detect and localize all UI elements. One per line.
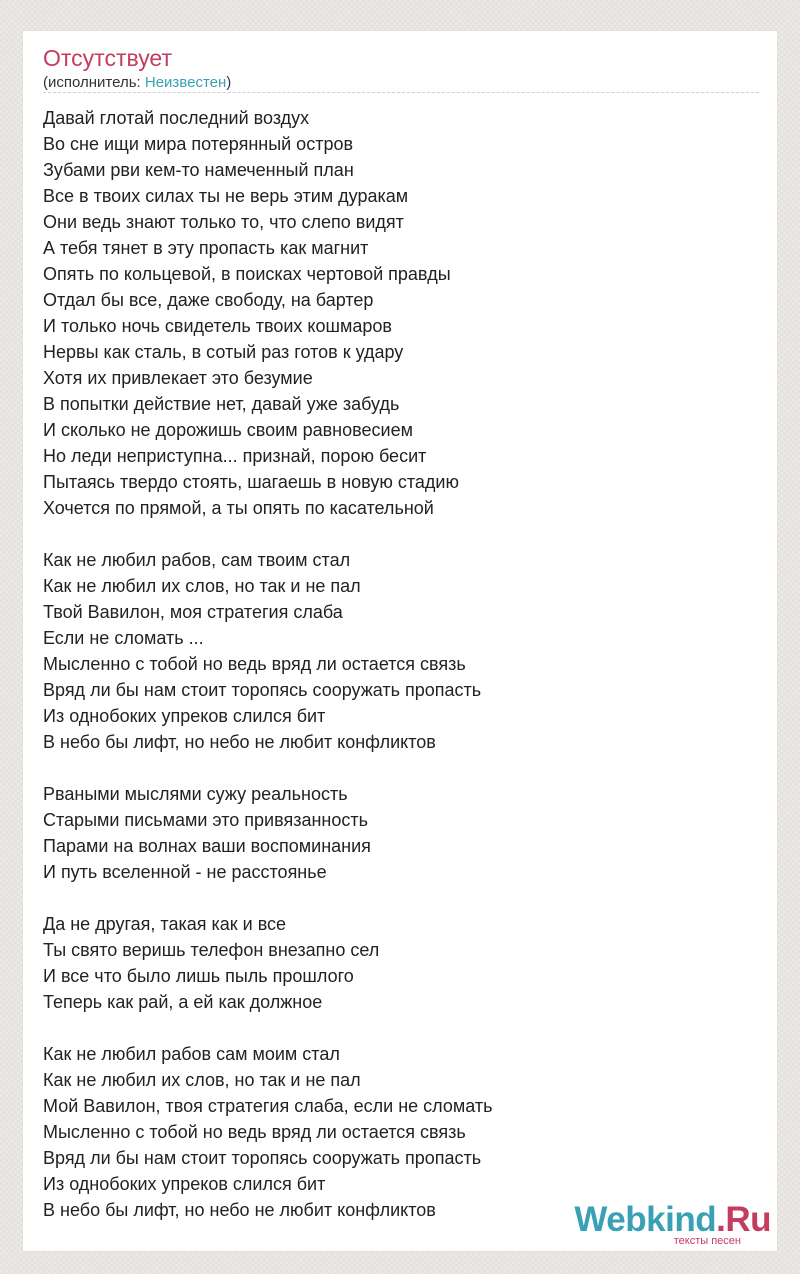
lyric-line: Как не любил их слов, но так и не пал <box>43 1070 361 1090</box>
lyric-line: Из однобоких упреков слился бит <box>43 1174 326 1194</box>
lyrics-text <box>43 105 763 1249</box>
artist-line <box>43 73 231 93</box>
title-divider <box>43 92 759 93</box>
lyric-line: Мысленно с тобой но ведь вряд ли остается связь <box>43 1122 466 1142</box>
lyrics-stanza <box>43 911 763 1015</box>
lyrics-card <box>22 30 778 1252</box>
lyric-line: Пытаясь твердо стоять, шагаешь в новую стадию <box>43 472 459 492</box>
lyrics-stanza <box>43 1041 763 1223</box>
lyric-line: Нервы как сталь, в сотый раз готов к удару <box>43 342 404 362</box>
lyric-line: Рваными мыслями сужу реальность <box>43 784 348 804</box>
artist-prefix: (исполнитель: <box>43 74 145 91</box>
lyric-line: И сколько не дорожишь своим равновесием <box>43 420 413 440</box>
lyric-line: В попытки действие нет, давай уже забудь <box>43 394 400 414</box>
lyric-line: В небо бы лифт, но небо не любит конфликтов <box>43 732 436 752</box>
lyric-line: Хочется по прямой, а ты опять по касательной <box>43 498 434 518</box>
artist-suffix: ) <box>226 74 232 91</box>
lyric-line: Зубами рви кем-то намеченный план <box>43 160 354 180</box>
lyric-line: Вряд ли бы нам стоит торопясь сооружать пропасть <box>43 1148 482 1168</box>
song-title: Отсутствует <box>43 45 172 71</box>
lyrics-stanza <box>43 781 763 885</box>
lyrics-stanza <box>43 105 763 521</box>
lyric-line: Да не другая, такая как и все <box>43 914 287 934</box>
lyric-line: Парами на волнах ваши воспоминания <box>43 836 371 856</box>
lyric-line: Отдал бы все, даже свободу, на бартер <box>43 290 374 310</box>
lyrics-stanza <box>43 547 763 755</box>
lyric-line: Из однобоких упреков слился бит <box>43 706 326 726</box>
lyric-line: Хотя их привлекает это безумие <box>43 368 313 388</box>
lyric-line: Как не любил рабов, сам твоим стал <box>43 550 351 570</box>
lyric-line: Старыми письмами это привязанность <box>43 810 368 830</box>
lyric-line: Опять по кольцевой, в поисках чертовой правды <box>43 264 451 284</box>
lyric-line: Как не любил их слов, но так и не пал <box>43 576 361 596</box>
logo-tagline: тексты песен <box>673 1235 741 1247</box>
lyric-line: Ты свято веришь телефон внезапно сел <box>43 940 380 960</box>
lyric-line: Теперь как рай, а ей как должное <box>43 992 323 1012</box>
lyric-line: Мысленно с тобой но ведь вряд ли остается связь <box>43 654 466 674</box>
lyric-line: И только ночь свидетель твоих кошмаров <box>43 316 392 336</box>
lyric-line: Твой Вавилон, моя стратегия слаба <box>43 602 343 622</box>
logo-main-text: Webkind <box>574 1200 717 1239</box>
lyric-line: В небо бы лифт, но небо не любит конфликтов <box>43 1200 436 1220</box>
lyric-line: Во сне ищи мира потерянный остров <box>43 134 354 154</box>
artist-link[interactable]: Неизвестен <box>144 74 227 91</box>
site-logo[interactable] <box>574 1201 771 1247</box>
lyric-line: И путь вселенной - не расстоянье <box>43 862 327 882</box>
lyric-line: Вряд ли бы нам стоит торопясь сооружать пропасть <box>43 680 482 700</box>
lyric-line: Как не любил рабов сам моим стал <box>43 1044 340 1064</box>
logo-wordmark <box>574 1201 771 1239</box>
logo-suffix: .Ru <box>716 1200 771 1239</box>
lyric-line: А тебя тянет в эту пропасть как магнит <box>43 238 369 258</box>
lyric-line: Если не сломать ... <box>43 628 204 648</box>
lyric-line: Мой Вавилон, твоя стратегия слаба, если не сломать <box>43 1096 493 1116</box>
lyric-line: Все в твоих силах ты не верь этим дуракам <box>43 186 409 206</box>
lyric-line: Они ведь знают только то, что слепо видят <box>43 212 404 232</box>
lyric-line: И все что было лишь пыль прошлого <box>43 966 354 986</box>
lyric-line: Давай глотай последний воздух <box>43 108 310 128</box>
lyric-line: Но леди неприступна... признай, порою бесит <box>43 446 427 466</box>
